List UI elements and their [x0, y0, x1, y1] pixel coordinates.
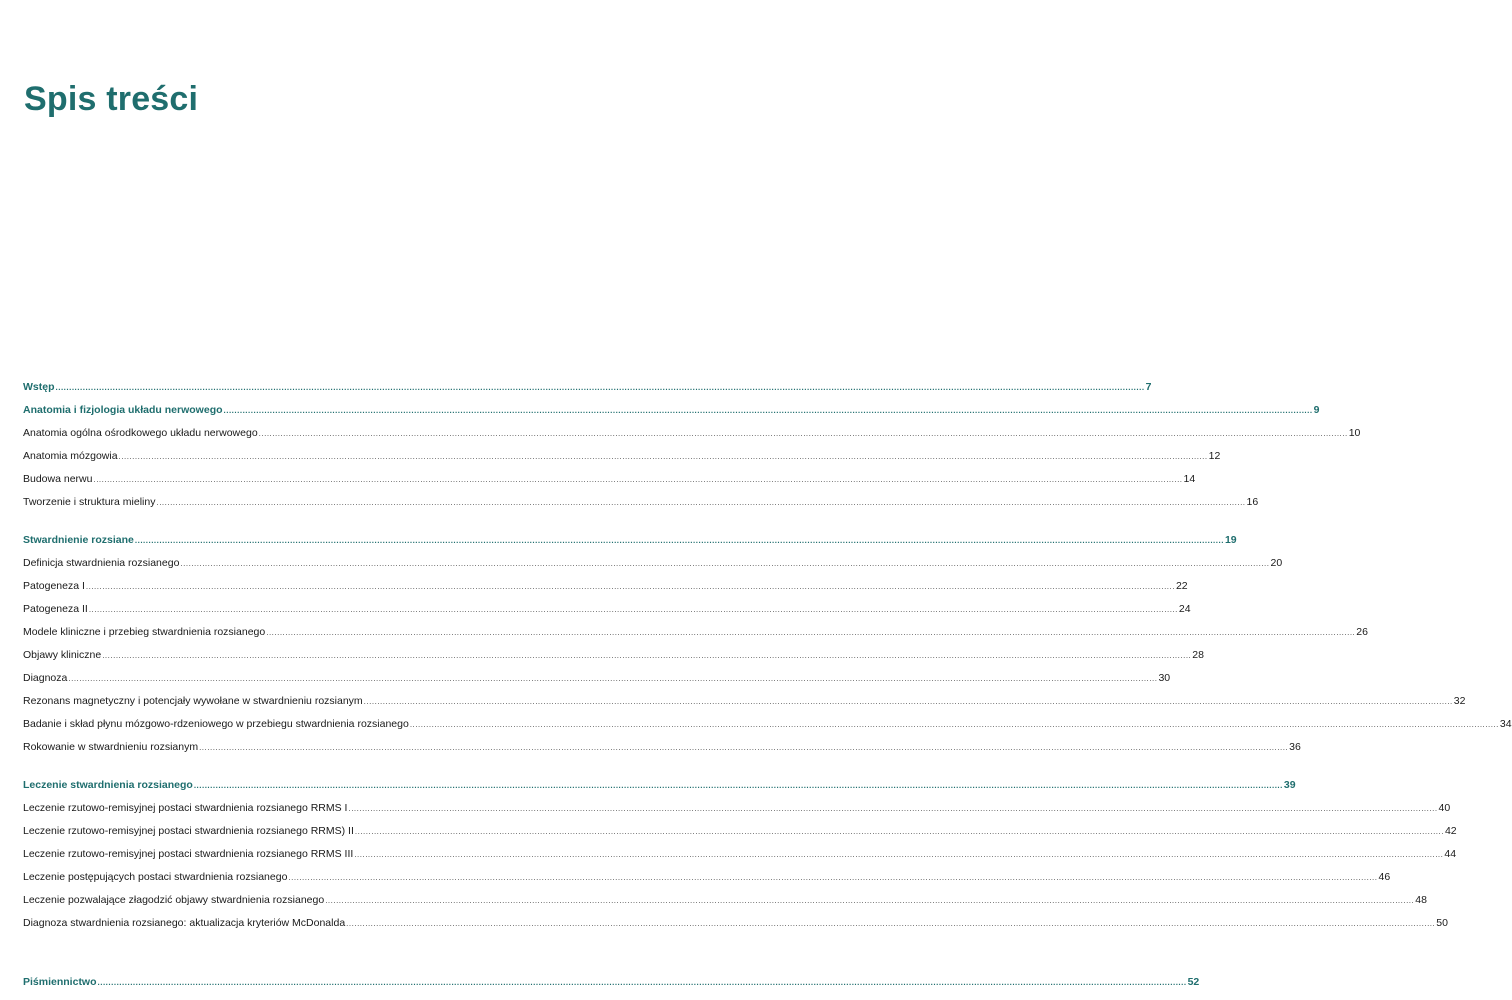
toc-entry[interactable] [23, 917, 1448, 940]
entry-label: Anatomia ogólna ośrodkowego układu nerwowego [23, 427, 258, 439]
toc-entry[interactable] [23, 496, 1259, 519]
toc-section-heading[interactable] [23, 534, 1237, 557]
entry-page: 26 [1356, 626, 1368, 638]
dot-leader: ................................................................................................................................................................................................................................................................................................................................................................................................................ [134, 536, 1224, 545]
entry-label: Piśmiennictwo [23, 976, 97, 988]
dot-leader: ................................................................................................................................................................................................................................................................................................................................................................................................................ [354, 827, 1444, 836]
entry-label: Stwardnienie rozsiane [23, 534, 134, 546]
toc-entry[interactable] [23, 718, 1512, 741]
entry-page: 14 [1183, 473, 1196, 485]
entry-page: 12 [1208, 450, 1221, 462]
toc-entry[interactable] [23, 695, 1466, 718]
spacer [23, 958, 627, 976]
dot-leader: ................................................................................................................................................................................................................................................................................................................................................................................................................ [55, 383, 1145, 392]
entry-page: 9 [1313, 404, 1320, 416]
page-title: Spis treści [24, 80, 199, 118]
toc-entry[interactable] [23, 649, 1204, 672]
toc-entry[interactable] [23, 672, 1171, 695]
entry-page: 32 [1453, 695, 1466, 707]
toc-entry[interactable] [23, 802, 1451, 825]
toc-entry[interactable] [23, 473, 1196, 496]
toc-entry[interactable] [23, 848, 1457, 871]
entry-page: 19 [1224, 534, 1237, 546]
dot-leader: ................................................................................................................................................................................................................................................................................................................................................................................................................ [266, 628, 1356, 637]
toc-entry[interactable] [23, 741, 1301, 764]
toc-entry[interactable] [23, 894, 1427, 917]
entry-label: Patogeneza I [23, 580, 85, 592]
entry-label: Leczenie pozwalające złagodzić objawy stwardnienia rozsianego [23, 894, 325, 906]
entry-label: Diagnoza [23, 672, 68, 684]
dot-leader: ................................................................................................................................................................................................................................................................................................................................................................................................................ [346, 919, 1436, 928]
entry-label: Leczenie rzutowo-remisyjnej postaci stwardnienia rozsianego RRMS I [23, 802, 348, 814]
toc-entry[interactable] [23, 557, 1283, 580]
dot-leader: ................................................................................................................................................................................................................................................................................................................................................................................................................ [258, 429, 1348, 438]
toc-entry[interactable] [23, 871, 1391, 894]
table-of-contents [23, 381, 1512, 999]
entry-page: 34 [1499, 718, 1512, 730]
entry-page: 24 [1178, 603, 1191, 615]
dot-leader: ................................................................................................................................................................................................................................................................................................................................................................................................................ [199, 743, 1289, 752]
dot-leader: ................................................................................................................................................................................................................................................................................................................................................................................................................ [156, 498, 1246, 507]
entry-label: Definicja stwardnienia rozsianego [23, 557, 180, 569]
entry-label: Badanie i skład płynu mózgowo-rdzeniowego w przebiegu stwardnienia rozsianego [23, 718, 409, 730]
toc-entry[interactable] [23, 580, 1188, 603]
entry-label: Rezonans magnetyczny i potencjały wywołane w stwardnieniu rozsianym [23, 695, 363, 707]
dot-leader: ................................................................................................................................................................................................................................................................................................................................................................................................................ [97, 978, 1187, 987]
entry-label: Leczenie rzutowo-remisyjnej postaci stwardnienia rozsianego RRMS) II [23, 825, 354, 837]
entry-page: 30 [1158, 672, 1171, 684]
entry-page: 28 [1192, 649, 1204, 661]
entry-page: 36 [1289, 741, 1301, 753]
entry-label: Anatomia i fizjologia układu nerwowego [23, 404, 223, 416]
entry-page: 40 [1438, 802, 1451, 814]
entry-page: 16 [1246, 496, 1259, 508]
dot-leader: ................................................................................................................................................................................................................................................................................................................................................................................................................ [118, 452, 1208, 461]
toc-section-heading[interactable] [23, 404, 1320, 427]
entry-page: 7 [1145, 381, 1152, 393]
dot-leader: ................................................................................................................................................................................................................................................................................................................................................................................................................ [180, 559, 1270, 568]
entry-page: 44 [1444, 848, 1457, 860]
entry-label: Wstęp [23, 381, 55, 393]
dot-leader: ................................................................................................................................................................................................................................................................................................................................................................................................................ [93, 475, 1183, 484]
entry-page: 39 [1283, 779, 1296, 791]
entry-page: 48 [1415, 894, 1427, 906]
entry-label: Tworzenie i struktura mieliny [23, 496, 156, 508]
dot-leader: ................................................................................................................................................................................................................................................................................................................................................................................................................ [88, 605, 1178, 614]
dot-leader: ................................................................................................................................................................................................................................................................................................................................................................................................................ [102, 651, 1192, 660]
dot-leader: ................................................................................................................................................................................................................................................................................................................................................................................................................ [288, 873, 1378, 882]
dot-leader: ................................................................................................................................................................................................................................................................................................................................................................................................................ [85, 582, 1175, 591]
entry-label: Rokowanie w stwardnieniu rozsianym [23, 741, 199, 753]
entry-label: Patogeneza II [23, 603, 88, 615]
toc-entry-intro[interactable] [23, 381, 1152, 404]
entry-label: Leczenie rzutowo-remisyjnej postaci stwardnienia rozsianego RRMS III [23, 848, 354, 860]
spacer [23, 940, 627, 958]
entry-page: 20 [1270, 557, 1283, 569]
entry-page: 42 [1444, 825, 1457, 837]
dot-leader: ................................................................................................................................................................................................................................................................................................................................................................................................................ [223, 406, 1313, 415]
toc-entry[interactable] [23, 626, 1368, 649]
entry-label: Modele kliniczne i przebieg stwardnienia rozsianego [23, 626, 266, 638]
spacer [23, 519, 627, 534]
entry-label: Diagnoza stwardnienia rozsianego: aktualizacja kryteriów McDonalda [23, 917, 346, 929]
dot-leader: ................................................................................................................................................................................................................................................................................................................................................................................................................ [348, 804, 1438, 813]
dot-leader: ................................................................................................................................................................................................................................................................................................................................................................................................................ [68, 674, 1158, 683]
toc-entry[interactable] [23, 603, 1191, 626]
entry-page: 46 [1378, 871, 1391, 883]
entry-label: Leczenie postępujących postaci stwardnienia rozsianego [23, 871, 288, 883]
entry-page: 52 [1187, 976, 1200, 988]
entry-label: Anatomia mózgowia [23, 450, 118, 462]
dot-leader: ................................................................................................................................................................................................................................................................................................................................................................................................................ [325, 896, 1415, 905]
dot-leader: ................................................................................................................................................................................................................................................................................................................................................................................................................ [354, 850, 1444, 859]
entry-page: 50 [1436, 917, 1448, 929]
toc-entry[interactable] [23, 825, 1457, 848]
entry-page: 10 [1348, 427, 1361, 439]
entry-page: 22 [1175, 580, 1188, 592]
spacer [23, 764, 627, 779]
dot-leader: ................................................................................................................................................................................................................................................................................................................................................................................................................ [363, 697, 1453, 706]
toc-entry-bibliography[interactable] [23, 976, 1200, 999]
toc-entry[interactable] [23, 427, 1361, 450]
entry-label: Objawy kliniczne [23, 649, 102, 661]
entry-label: Leczenie stwardnienia rozsianego [23, 779, 193, 791]
dot-leader: ................................................................................................................................................................................................................................................................................................................................................................................................................ [409, 720, 1499, 729]
toc-section-heading[interactable] [23, 779, 1296, 802]
toc-entry[interactable] [23, 450, 1221, 473]
entry-label: Budowa nerwu [23, 473, 93, 485]
dot-leader: ................................................................................................................................................................................................................................................................................................................................................................................................................ [193, 781, 1283, 790]
